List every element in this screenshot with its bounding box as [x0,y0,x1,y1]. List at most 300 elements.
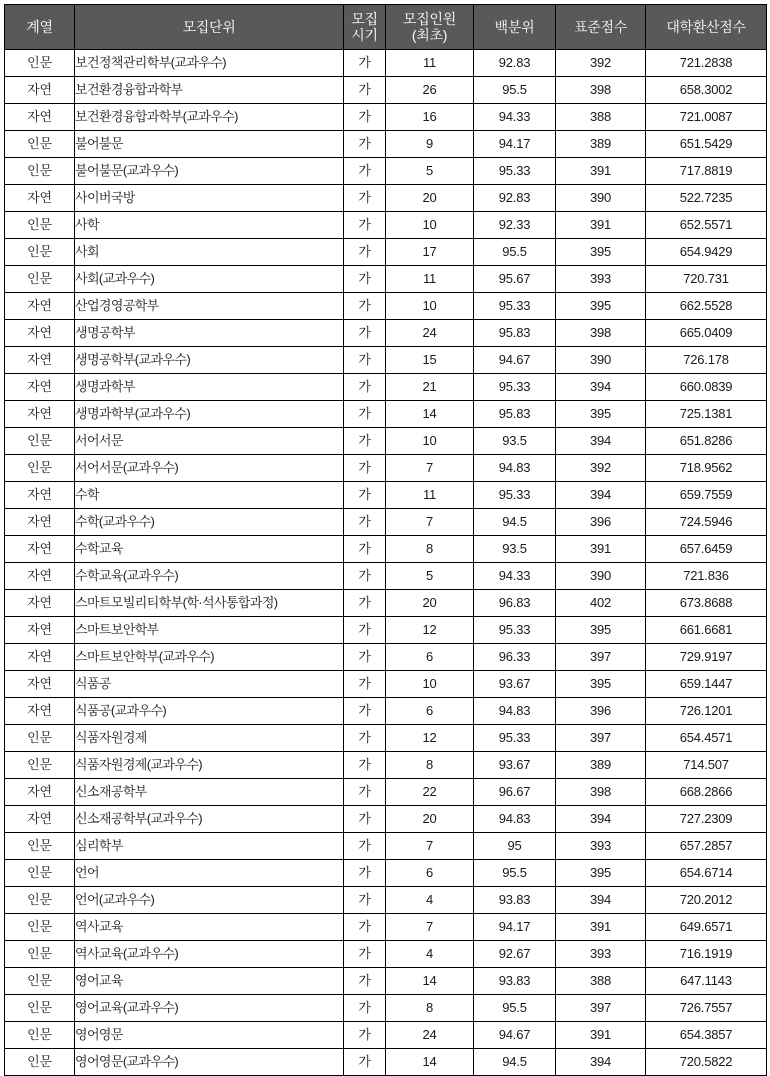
cell-conv: 721.2838 [646,50,767,77]
cell-std: 389 [556,131,646,158]
cell-conv: 654.6714 [646,860,767,887]
cell-time: 가 [344,887,386,914]
cell-count: 10 [386,428,474,455]
cell-gyeyeol: 인문 [5,455,75,482]
cell-count: 20 [386,806,474,833]
cell-gyeyeol: 인문 [5,887,75,914]
cell-percent: 95.67 [474,266,556,293]
cell-conv: 717.8819 [646,158,767,185]
column-header-conv[interactable] [646,5,767,50]
cell-unit: 수학교육(교과우수) [75,563,344,590]
cell-conv: 673.8688 [646,590,767,617]
cell-unit: 수학(교과우수) [75,509,344,536]
cell-unit: 역사교육(교과우수) [75,941,344,968]
cell-time: 가 [344,833,386,860]
cell-conv: 654.4571 [646,725,767,752]
cell-std: 391 [556,1022,646,1049]
table-row[interactable] [5,590,767,617]
table-row[interactable] [5,374,767,401]
cell-std: 395 [556,860,646,887]
cell-std: 392 [556,50,646,77]
table-row[interactable] [5,401,767,428]
cell-unit: 영어영문 [75,1022,344,1049]
cell-gyeyeol: 자연 [5,347,75,374]
cell-time: 가 [344,752,386,779]
cell-std: 395 [556,239,646,266]
cell-count: 26 [386,77,474,104]
cell-count: 11 [386,482,474,509]
table-row[interactable] [5,131,767,158]
cell-count: 11 [386,266,474,293]
table-row[interactable] [5,698,767,725]
cell-percent: 92.67 [474,941,556,968]
cell-gyeyeol: 인문 [5,212,75,239]
table-row[interactable] [5,266,767,293]
column-header-time-line-1: 시기 [351,27,378,43]
cell-unit: 식품자원경제 [75,725,344,752]
column-header-time[interactable] [344,5,386,50]
cell-time: 가 [344,1049,386,1076]
cell-count: 6 [386,698,474,725]
cell-time: 가 [344,131,386,158]
cell-std: 388 [556,104,646,131]
cell-time: 가 [344,239,386,266]
cell-percent: 94.83 [474,455,556,482]
cell-time: 가 [344,374,386,401]
table-row[interactable] [5,806,767,833]
cell-gyeyeol: 자연 [5,671,75,698]
cell-count: 22 [386,779,474,806]
cell-gyeyeol: 인문 [5,131,75,158]
cell-time: 가 [344,77,386,104]
cell-std: 394 [556,806,646,833]
cell-count: 4 [386,941,474,968]
column-header-std[interactable] [556,5,646,50]
cell-gyeyeol: 자연 [5,374,75,401]
cell-gyeyeol: 자연 [5,617,75,644]
cell-percent: 95.83 [474,401,556,428]
table-row[interactable] [5,941,767,968]
table-row[interactable] [5,509,767,536]
cell-unit: 심리학부 [75,833,344,860]
cell-unit: 스마트보안학부 [75,617,344,644]
cell-gyeyeol: 인문 [5,752,75,779]
cell-unit: 보건환경융합과학부 [75,77,344,104]
cell-std: 402 [556,590,646,617]
cell-percent: 95.33 [474,617,556,644]
cell-std: 394 [556,1049,646,1076]
cell-percent: 93.5 [474,428,556,455]
cell-unit: 언어(교과우수) [75,887,344,914]
cell-percent: 92.83 [474,50,556,77]
cell-gyeyeol: 인문 [5,941,75,968]
column-header-count[interactable] [386,5,474,50]
cell-conv: 724.5946 [646,509,767,536]
column-header-count-line-1: (최초) [411,27,448,43]
cell-percent: 95.5 [474,860,556,887]
cell-time: 가 [344,725,386,752]
cell-count: 16 [386,104,474,131]
cell-percent: 94.83 [474,806,556,833]
cell-conv: 718.9562 [646,455,767,482]
cell-gyeyeol: 인문 [5,428,75,455]
table-row[interactable] [5,725,767,752]
cell-std: 391 [556,914,646,941]
cell-conv: 726.7557 [646,995,767,1022]
cell-time: 가 [344,50,386,77]
cell-unit: 수학교육 [75,536,344,563]
cell-time: 가 [344,995,386,1022]
cell-gyeyeol: 인문 [5,860,75,887]
cell-std: 397 [556,995,646,1022]
cell-time: 가 [344,212,386,239]
cell-unit: 불어불문(교과우수) [75,158,344,185]
cell-percent: 95.83 [474,320,556,347]
cell-std: 398 [556,320,646,347]
cell-count: 14 [386,1049,474,1076]
cell-percent: 93.83 [474,968,556,995]
table-row[interactable] [5,968,767,995]
cell-conv: 651.8286 [646,428,767,455]
cell-unit: 사이버국방 [75,185,344,212]
table-row[interactable] [5,644,767,671]
cell-conv: 649.6571 [646,914,767,941]
cell-std: 392 [556,455,646,482]
cell-conv: 522.7235 [646,185,767,212]
cell-conv: 720.2012 [646,887,767,914]
cell-std: 398 [556,77,646,104]
cell-time: 가 [344,860,386,887]
cell-unit: 보건정책관리학부(교과우수) [75,50,344,77]
cell-unit: 서어서문(교과우수) [75,455,344,482]
table-row[interactable] [5,185,767,212]
cell-unit: 사회(교과우수) [75,266,344,293]
cell-conv: 721.836 [646,563,767,590]
cell-unit: 생명공학부 [75,320,344,347]
cell-gyeyeol: 인문 [5,158,75,185]
cell-count: 21 [386,374,474,401]
cell-time: 가 [344,914,386,941]
cell-percent: 94.5 [474,509,556,536]
table-row[interactable] [5,536,767,563]
cell-unit: 수학 [75,482,344,509]
table-row[interactable] [5,779,767,806]
table-body [5,50,767,1076]
cell-unit: 생명과학부 [75,374,344,401]
cell-std: 395 [556,617,646,644]
cell-std: 394 [556,887,646,914]
cell-percent: 94.67 [474,347,556,374]
column-header-gyeyeol[interactable] [5,5,75,50]
cell-time: 가 [344,644,386,671]
cell-conv: 729.9197 [646,644,767,671]
column-header-unit-line-0: 모집단위 [182,18,236,35]
cell-std: 391 [556,158,646,185]
cell-time: 가 [344,671,386,698]
cell-unit: 신소재공학부 [75,779,344,806]
cell-gyeyeol: 인문 [5,1049,75,1076]
cell-count: 6 [386,644,474,671]
cell-percent: 95.5 [474,77,556,104]
cell-std: 389 [556,752,646,779]
table-row[interactable] [5,860,767,887]
cell-conv: 651.5429 [646,131,767,158]
cell-count: 7 [386,914,474,941]
cell-gyeyeol: 자연 [5,563,75,590]
table-row[interactable] [5,617,767,644]
cell-time: 가 [344,941,386,968]
table-row[interactable] [5,320,767,347]
cell-conv: 647.1143 [646,968,767,995]
cell-conv: 721.0087 [646,104,767,131]
cell-count: 9 [386,131,474,158]
column-header-time-line-0: 모집 [351,10,378,27]
cell-unit: 신소재공학부(교과우수) [75,806,344,833]
cell-percent: 94.67 [474,1022,556,1049]
cell-unit: 영어영문(교과우수) [75,1049,344,1076]
cell-percent: 94.5 [474,1049,556,1076]
cell-percent: 95.33 [474,482,556,509]
column-header-percent[interactable] [474,5,556,50]
cell-std: 393 [556,941,646,968]
cell-std: 395 [556,401,646,428]
table-row[interactable] [5,455,767,482]
cell-std: 396 [556,698,646,725]
cell-gyeyeol: 인문 [5,1022,75,1049]
cell-std: 396 [556,509,646,536]
cell-conv: 720.5822 [646,1049,767,1076]
cell-time: 가 [344,428,386,455]
cell-unit: 스마트모빌리티학부(학·석사통합과정) [75,590,344,617]
cell-std: 398 [556,779,646,806]
cell-count: 12 [386,725,474,752]
column-header-unit[interactable] [75,5,344,50]
cell-unit: 보건환경융합과학부(교과우수) [75,104,344,131]
cell-std: 390 [556,185,646,212]
cell-percent: 94.33 [474,563,556,590]
cell-percent: 94.83 [474,698,556,725]
cell-gyeyeol: 인문 [5,914,75,941]
cell-percent: 95.33 [474,293,556,320]
cell-std: 391 [556,212,646,239]
cell-conv: 652.5571 [646,212,767,239]
cell-conv: 658.3002 [646,77,767,104]
cell-percent: 93.67 [474,671,556,698]
cell-time: 가 [344,266,386,293]
cell-count: 14 [386,968,474,995]
cell-time: 가 [344,104,386,131]
cell-gyeyeol: 자연 [5,536,75,563]
cell-std: 390 [556,563,646,590]
table-row[interactable] [5,752,767,779]
column-header-count-line-0: 모집인원 [403,10,456,27]
cell-conv: 726.178 [646,347,767,374]
table-row[interactable] [5,914,767,941]
cell-time: 가 [344,185,386,212]
cell-gyeyeol: 자연 [5,293,75,320]
cell-time: 가 [344,536,386,563]
cell-conv: 659.7559 [646,482,767,509]
cell-unit: 불어불문 [75,131,344,158]
cell-conv: 660.0839 [646,374,767,401]
cell-count: 5 [386,563,474,590]
cell-std: 394 [556,482,646,509]
cell-time: 가 [344,401,386,428]
cell-gyeyeol: 자연 [5,320,75,347]
cell-time: 가 [344,293,386,320]
cell-time: 가 [344,779,386,806]
cell-percent: 95 [474,833,556,860]
cell-time: 가 [344,509,386,536]
cell-count: 8 [386,995,474,1022]
cell-percent: 93.83 [474,887,556,914]
column-header-std-line-0: 표준점수 [574,18,627,35]
cell-conv: 716.1919 [646,941,767,968]
cell-std: 394 [556,374,646,401]
table-row[interactable] [5,995,767,1022]
cell-time: 가 [344,455,386,482]
cell-std: 390 [556,347,646,374]
cell-unit: 언어 [75,860,344,887]
cell-percent: 92.33 [474,212,556,239]
cell-time: 가 [344,806,386,833]
table-row[interactable] [5,212,767,239]
cell-conv: 659.1447 [646,671,767,698]
cell-gyeyeol: 인문 [5,995,75,1022]
cell-conv: 657.2857 [646,833,767,860]
table-row[interactable] [5,239,767,266]
table-row[interactable] [5,158,767,185]
cell-count: 7 [386,833,474,860]
cell-unit: 식품자원경제(교과우수) [75,752,344,779]
cell-percent: 95.33 [474,374,556,401]
cell-time: 가 [344,347,386,374]
cell-unit: 서어서문 [75,428,344,455]
table-row[interactable] [5,347,767,374]
cell-conv: 665.0409 [646,320,767,347]
cell-gyeyeol: 자연 [5,185,75,212]
cell-time: 가 [344,158,386,185]
table-row[interactable] [5,104,767,131]
cell-time: 가 [344,590,386,617]
cell-conv: 668.2866 [646,779,767,806]
cell-conv: 726.1201 [646,698,767,725]
cell-std: 395 [556,671,646,698]
cell-gyeyeol: 인문 [5,50,75,77]
cell-std: 394 [556,428,646,455]
cell-std: 393 [556,266,646,293]
cell-unit: 영어교육 [75,968,344,995]
cell-gyeyeol: 자연 [5,77,75,104]
cell-std: 393 [556,833,646,860]
cell-count: 20 [386,590,474,617]
cell-count: 24 [386,1022,474,1049]
cell-unit: 산업경영공학부 [75,293,344,320]
cell-unit: 식품공 [75,671,344,698]
cell-gyeyeol: 자연 [5,104,75,131]
cell-time: 가 [344,698,386,725]
cell-percent: 93.67 [474,752,556,779]
cell-percent: 96.33 [474,644,556,671]
column-header-gyeyeol-line-0: 계열 [26,18,53,35]
cell-percent: 95.5 [474,239,556,266]
cell-gyeyeol: 인문 [5,725,75,752]
cell-count: 20 [386,185,474,212]
table-row[interactable] [5,482,767,509]
cell-time: 가 [344,1022,386,1049]
cell-conv: 725.1381 [646,401,767,428]
table-row[interactable] [5,50,767,77]
table-row[interactable] [5,833,767,860]
cell-count: 5 [386,158,474,185]
admissions-results-table [4,4,767,1076]
cell-percent: 96.83 [474,590,556,617]
table-row[interactable] [5,428,767,455]
cell-gyeyeol: 자연 [5,482,75,509]
cell-conv: 661.6681 [646,617,767,644]
cell-std: 391 [556,536,646,563]
cell-count: 11 [386,50,474,77]
header-row [5,5,767,50]
cell-conv: 654.9429 [646,239,767,266]
table-header [5,5,767,50]
cell-unit: 생명과학부(교과우수) [75,401,344,428]
cell-gyeyeol: 인문 [5,833,75,860]
table-row[interactable] [5,563,767,590]
column-header-conv-line-0: 대학환산점수 [666,18,746,35]
cell-percent: 95.33 [474,725,556,752]
cell-conv: 662.5528 [646,293,767,320]
table-row[interactable] [5,293,767,320]
cell-count: 7 [386,509,474,536]
cell-time: 가 [344,482,386,509]
cell-gyeyeol: 자연 [5,806,75,833]
cell-count: 6 [386,860,474,887]
cell-unit: 사학 [75,212,344,239]
cell-gyeyeol: 인문 [5,239,75,266]
cell-count: 8 [386,752,474,779]
cell-count: 12 [386,617,474,644]
cell-count: 17 [386,239,474,266]
cell-count: 14 [386,401,474,428]
table-row[interactable] [5,1049,767,1076]
cell-count: 8 [386,536,474,563]
cell-gyeyeol: 자연 [5,698,75,725]
cell-std: 388 [556,968,646,995]
cell-percent: 94.33 [474,104,556,131]
cell-count: 4 [386,887,474,914]
cell-gyeyeol: 인문 [5,968,75,995]
table-row[interactable] [5,887,767,914]
cell-conv: 720.731 [646,266,767,293]
cell-count: 10 [386,212,474,239]
table-row[interactable] [5,77,767,104]
cell-percent: 95.33 [474,158,556,185]
table-row[interactable] [5,671,767,698]
cell-gyeyeol: 자연 [5,590,75,617]
cell-unit: 식품공(교과우수) [75,698,344,725]
table-row[interactable] [5,1022,767,1049]
cell-percent: 93.5 [474,536,556,563]
cell-conv: 727.2309 [646,806,767,833]
cell-conv: 654.3857 [646,1022,767,1049]
cell-percent: 94.17 [474,131,556,158]
cell-unit: 역사교육 [75,914,344,941]
cell-percent: 95.5 [474,995,556,1022]
cell-unit: 생명공학부(교과우수) [75,347,344,374]
cell-gyeyeol: 자연 [5,509,75,536]
cell-std: 397 [556,725,646,752]
